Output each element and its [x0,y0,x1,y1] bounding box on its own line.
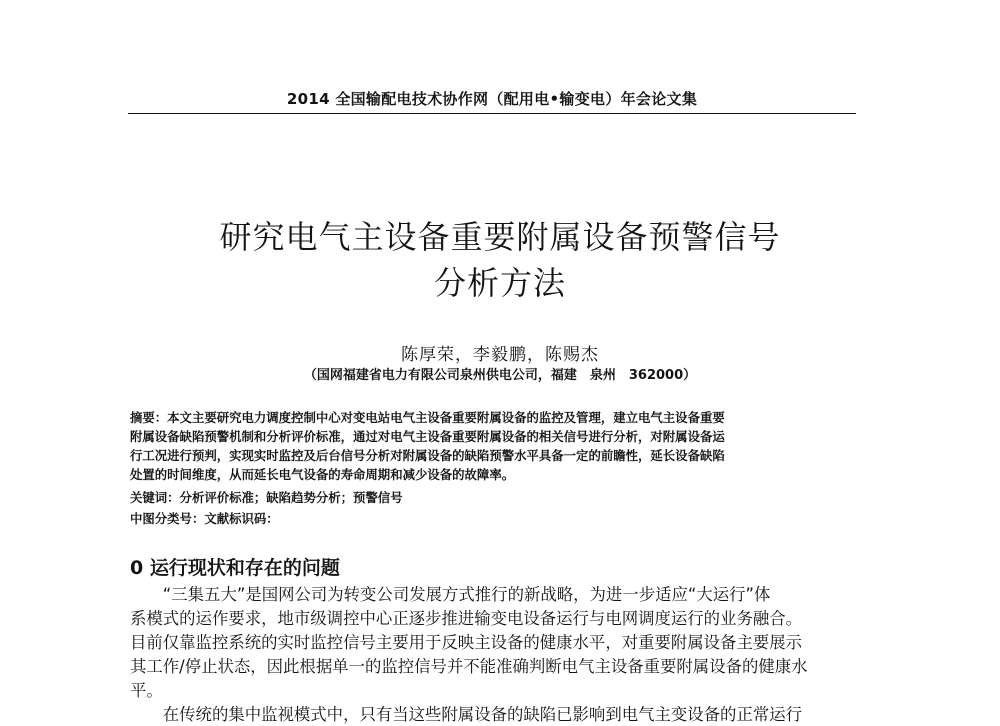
abstract-line: 摘要：本文主要研究电力调度控制中心对变电站电气主设备重要附属设备的监控及管理，建立电气主设备重要 [130,410,725,425]
keywords: 关键词：分析评价标准；缺陷趋势分析；预警信号 [130,490,403,505]
running-header: 2014 全国输配电技术协作网（配用电•输变电）年会论文集 [286,90,698,108]
paper-title-line-2: 分析方法 [433,264,566,302]
body-line: 在传统的集中监视模式中，只有当这些附属设备的缺陷已影响到电气主变设备的正常运行 [130,705,803,724]
header-rule [128,113,856,114]
body-line: 其工作/停止状态，因此根据单一的监控信号并不能准确判断电气主设备重要附属设备的健康水 [130,657,808,676]
paper-title-line-1: 研究电气主设备重要附属设备预警信号 [219,218,781,256]
classification: 中图分类号：文献标识码： [130,511,279,526]
abstract-line: 处置的时间维度，从而延长电气设备的寿命周期和减少设备的故障率。 [130,467,515,482]
abstract-line: 行工况进行预判，实现实时监控及后台信号分析对附属设备的缺陷预警水平具备一定的前瞻性，延长设备缺陷 [130,448,725,463]
section-heading: 0 运行现状和存在的问题 [130,557,340,579]
body-line: 系模式的运作要求，地市级调控中心正逐步推进输变电设备运行与电网调度运行的业务融合。 [130,609,803,628]
body-line: 平。 [130,681,163,700]
body-line: “三集五大”是国网公司为转变公司发展方式推行的新战略，为进一步适应“大运行”体 [130,585,771,604]
authors: 陈厚荣，李毅鹏，陈赐杰 [401,345,599,365]
abstract-line: 附属设备缺陷预警机制和分析评价标准，通过对电气主设备重要附属设备的相关信号进行分析，对附属设备运 [130,429,725,444]
body-line: 目前仅靠监控系统的实时监控信号主要用于反映主设备的健康水平，对重要附属设备主要展示 [130,633,803,652]
affiliation: （国网福建省电力有限公司泉州供电公司，福建 泉州 362000） [303,368,697,383]
